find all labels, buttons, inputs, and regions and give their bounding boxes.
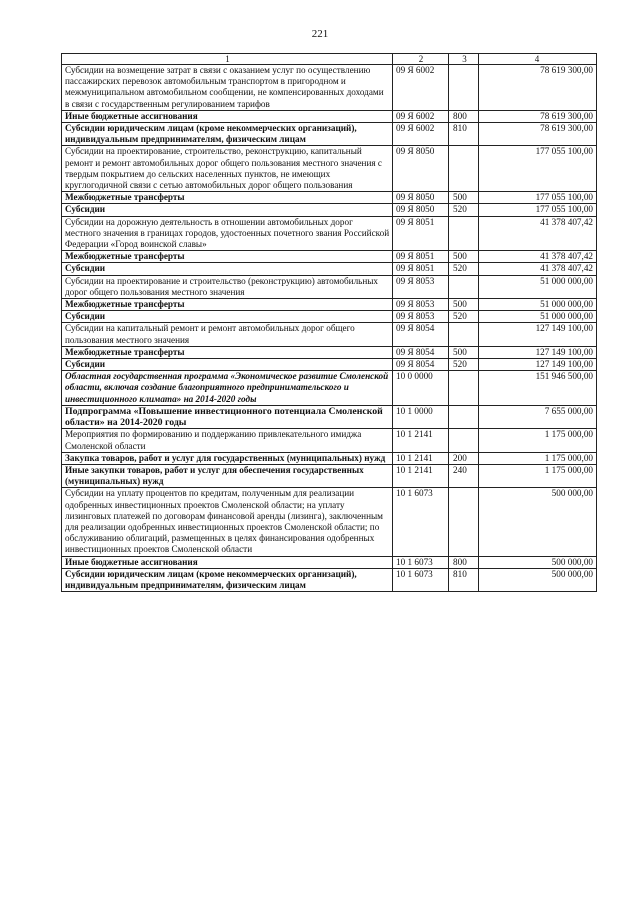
row-code: 10 1 6073 — [393, 556, 449, 568]
row-expense-type: 520 — [449, 263, 479, 275]
row-name: Субсидии на проектирование, строительство, реконструкцию, капитальный ремонт и ремонт автомобильных дорог общего пользования местного значения с твердым покрытием до сельских населенных пунктов, не имеющих круглогодичной связи с сетью автомобильных дорог общего пользования — [62, 146, 393, 192]
row-name: Иные закупки товаров, работ и услуг для обеспечения государственных (муниципальных) нужд — [62, 464, 393, 487]
row-name: Субсидии — [62, 263, 393, 275]
row-expense-type: 810 — [449, 568, 479, 591]
row-expense-type: 500 — [449, 251, 479, 263]
row-code: 09 Я 6002 — [393, 110, 449, 122]
row-expense-type: 800 — [449, 556, 479, 568]
table-row — [62, 216, 597, 251]
row-name: Субсидии юридическим лицам (кроме некоммерческих организаций), индивидуальным предпринимателям, физическим лицам — [62, 568, 393, 591]
row-expense-type — [449, 488, 479, 556]
table-row — [62, 452, 597, 464]
row-amount: 500 000,00 — [479, 568, 597, 591]
row-amount: 1 175 000,00 — [479, 452, 597, 464]
row-code: 09 Я 8053 — [393, 275, 449, 298]
row-expense-type — [449, 323, 479, 346]
table-header-row — [62, 54, 597, 65]
row-code: 10 1 6073 — [393, 488, 449, 556]
row-expense-type: 810 — [449, 123, 479, 146]
table-row — [62, 251, 597, 263]
row-expense-type — [449, 216, 479, 251]
row-name: Субсидии на капитальный ремонт и ремонт автомобильных дорог общего пользования местного значения — [62, 323, 393, 346]
table-row — [62, 123, 597, 146]
row-name: Межбюджетные трансферты — [62, 346, 393, 358]
row-code: 09 Я 8051 — [393, 216, 449, 251]
header-col-2: 2 — [393, 54, 449, 65]
row-amount: 500 000,00 — [479, 556, 597, 568]
row-amount: 151 946 500,00 — [479, 371, 597, 406]
row-amount: 78 619 300,00 — [479, 65, 597, 111]
row-name: Субсидии на возмещение затрат в связи с оказанием услуг по осуществлению пассажирских перевозок автомобильным транспортом в пригородном и межмуниципальном автомобильном сообщении, не компенсированных доходами в связи с государственным регулированием тарифов — [62, 65, 393, 111]
row-expense-type: 500 — [449, 192, 479, 204]
row-code: 10 0 0000 — [393, 371, 449, 406]
row-code: 09 Я 8050 — [393, 192, 449, 204]
table-row — [62, 323, 597, 346]
row-code: 09 Я 6002 — [393, 65, 449, 111]
row-amount: 51 000 000,00 — [479, 311, 597, 323]
row-amount: 41 378 407,42 — [479, 263, 597, 275]
row-amount: 78 619 300,00 — [479, 123, 597, 146]
row-name: Субсидии юридическим лицам (кроме некоммерческих организаций), индивидуальным предпринимателям, физическим лицам — [62, 123, 393, 146]
row-name: Областная государственная программа «Экономическое развитие Смоленской области, включая создание благоприятного предпринимательского и инвестиционного климата» на 2014-2020 годы — [62, 371, 393, 406]
row-code: 10 1 6073 — [393, 568, 449, 591]
row-name: Подпрограмма «Повышение инвестиционного потенциала Смоленской области» на 2014-2020 годы — [62, 405, 393, 428]
row-amount: 177 055 100,00 — [479, 204, 597, 216]
row-name: Субсидии на проектирование и строительство (реконструкцию) автомобильных дорог общего пользования местного значения — [62, 275, 393, 298]
row-code: 10 1 2141 — [393, 429, 449, 452]
table-row — [62, 110, 597, 122]
table-row — [62, 556, 597, 568]
row-code: 10 1 0000 — [393, 405, 449, 428]
row-expense-type: 500 — [449, 299, 479, 311]
row-name: Межбюджетные трансферты — [62, 299, 393, 311]
row-name: Субсидии — [62, 204, 393, 216]
row-code: 09 Я 8053 — [393, 299, 449, 311]
row-name: Субсидии на дорожную деятельность в отношении автомобильных дорог местного значения в границах городов, удостоенных почетного звания Российской Федерации «Город воинской славы» — [62, 216, 393, 251]
budget-table — [61, 53, 597, 592]
row-expense-type: 200 — [449, 452, 479, 464]
row-code: 09 Я 8053 — [393, 311, 449, 323]
row-amount: 78 619 300,00 — [479, 110, 597, 122]
row-expense-type — [449, 65, 479, 111]
row-name: Межбюджетные трансферты — [62, 251, 393, 263]
table-row — [62, 263, 597, 275]
row-code: 09 Я 8054 — [393, 323, 449, 346]
row-expense-type — [449, 146, 479, 192]
row-name: Закупка товаров, работ и услуг для государственных (муниципальных) нужд — [62, 452, 393, 464]
table-row — [62, 359, 597, 371]
row-amount: 177 055 100,00 — [479, 192, 597, 204]
table-row — [62, 371, 597, 406]
row-name: Иные бюджетные ассигнования — [62, 110, 393, 122]
row-amount: 127 149 100,00 — [479, 323, 597, 346]
row-code: 09 Я 8054 — [393, 359, 449, 371]
header-col-1: 1 — [62, 54, 393, 65]
row-name: Межбюджетные трансферты — [62, 192, 393, 204]
table-row — [62, 275, 597, 298]
table-row — [62, 146, 597, 192]
row-amount: 500 000,00 — [479, 488, 597, 556]
row-expense-type: 520 — [449, 359, 479, 371]
table-row — [62, 568, 597, 591]
row-code: 09 Я 6002 — [393, 123, 449, 146]
row-expense-type: 240 — [449, 464, 479, 487]
table-row — [62, 192, 597, 204]
row-amount: 1 175 000,00 — [479, 464, 597, 487]
row-code: 09 Я 8050 — [393, 204, 449, 216]
row-amount: 7 655 000,00 — [479, 405, 597, 428]
table-row — [62, 464, 597, 487]
row-amount: 127 149 100,00 — [479, 359, 597, 371]
table-row — [62, 429, 597, 452]
row-expense-type: 800 — [449, 110, 479, 122]
row-expense-type: 500 — [449, 346, 479, 358]
row-name: Субсидии на уплату процентов по кредитам, полученным для реализации одобренных инвестиционных проектов Смоленской области; на уплату лизинговых платежей по договорам финансовой аренды (лизинга), заключенным для реализации одобренных инвестиционных проектов Смоленской области; по обслуживанию облигаций, размещенных в целях финансирования одобренных инвестиционных проектов Смоленской области — [62, 488, 393, 556]
row-amount: 41 378 407,42 — [479, 216, 597, 251]
row-amount: 51 000 000,00 — [479, 299, 597, 311]
row-name: Субсидии — [62, 359, 393, 371]
table-row — [62, 346, 597, 358]
row-expense-type: 520 — [449, 204, 479, 216]
table-row — [62, 299, 597, 311]
row-name: Иные бюджетные ассигнования — [62, 556, 393, 568]
row-code: 10 1 2141 — [393, 452, 449, 464]
table-row — [62, 405, 597, 428]
row-amount: 41 378 407,42 — [479, 251, 597, 263]
row-amount: 1 175 000,00 — [479, 429, 597, 452]
header-col-4: 4 — [479, 54, 597, 65]
table-row — [62, 311, 597, 323]
page-number: 221 — [311, 28, 329, 40]
row-expense-type — [449, 371, 479, 406]
row-code: 09 Я 8051 — [393, 263, 449, 275]
row-amount: 51 000 000,00 — [479, 275, 597, 298]
header-col-3: 3 — [449, 54, 479, 65]
table-row — [62, 204, 597, 216]
row-name: Мероприятия по формированию и поддержанию привлекательного имиджа Смоленской области — [62, 429, 393, 452]
row-amount: 127 149 100,00 — [479, 346, 597, 358]
row-expense-type — [449, 405, 479, 428]
table-row — [62, 488, 597, 556]
row-expense-type — [449, 275, 479, 298]
row-code: 09 Я 8050 — [393, 146, 449, 192]
row-expense-type — [449, 429, 479, 452]
row-expense-type: 520 — [449, 311, 479, 323]
row-name: Субсидии — [62, 311, 393, 323]
row-code: 09 Я 8054 — [393, 346, 449, 358]
row-amount: 177 055 100,00 — [479, 146, 597, 192]
row-code: 09 Я 8051 — [393, 251, 449, 263]
row-code: 10 1 2141 — [393, 464, 449, 487]
table-row — [62, 65, 597, 111]
